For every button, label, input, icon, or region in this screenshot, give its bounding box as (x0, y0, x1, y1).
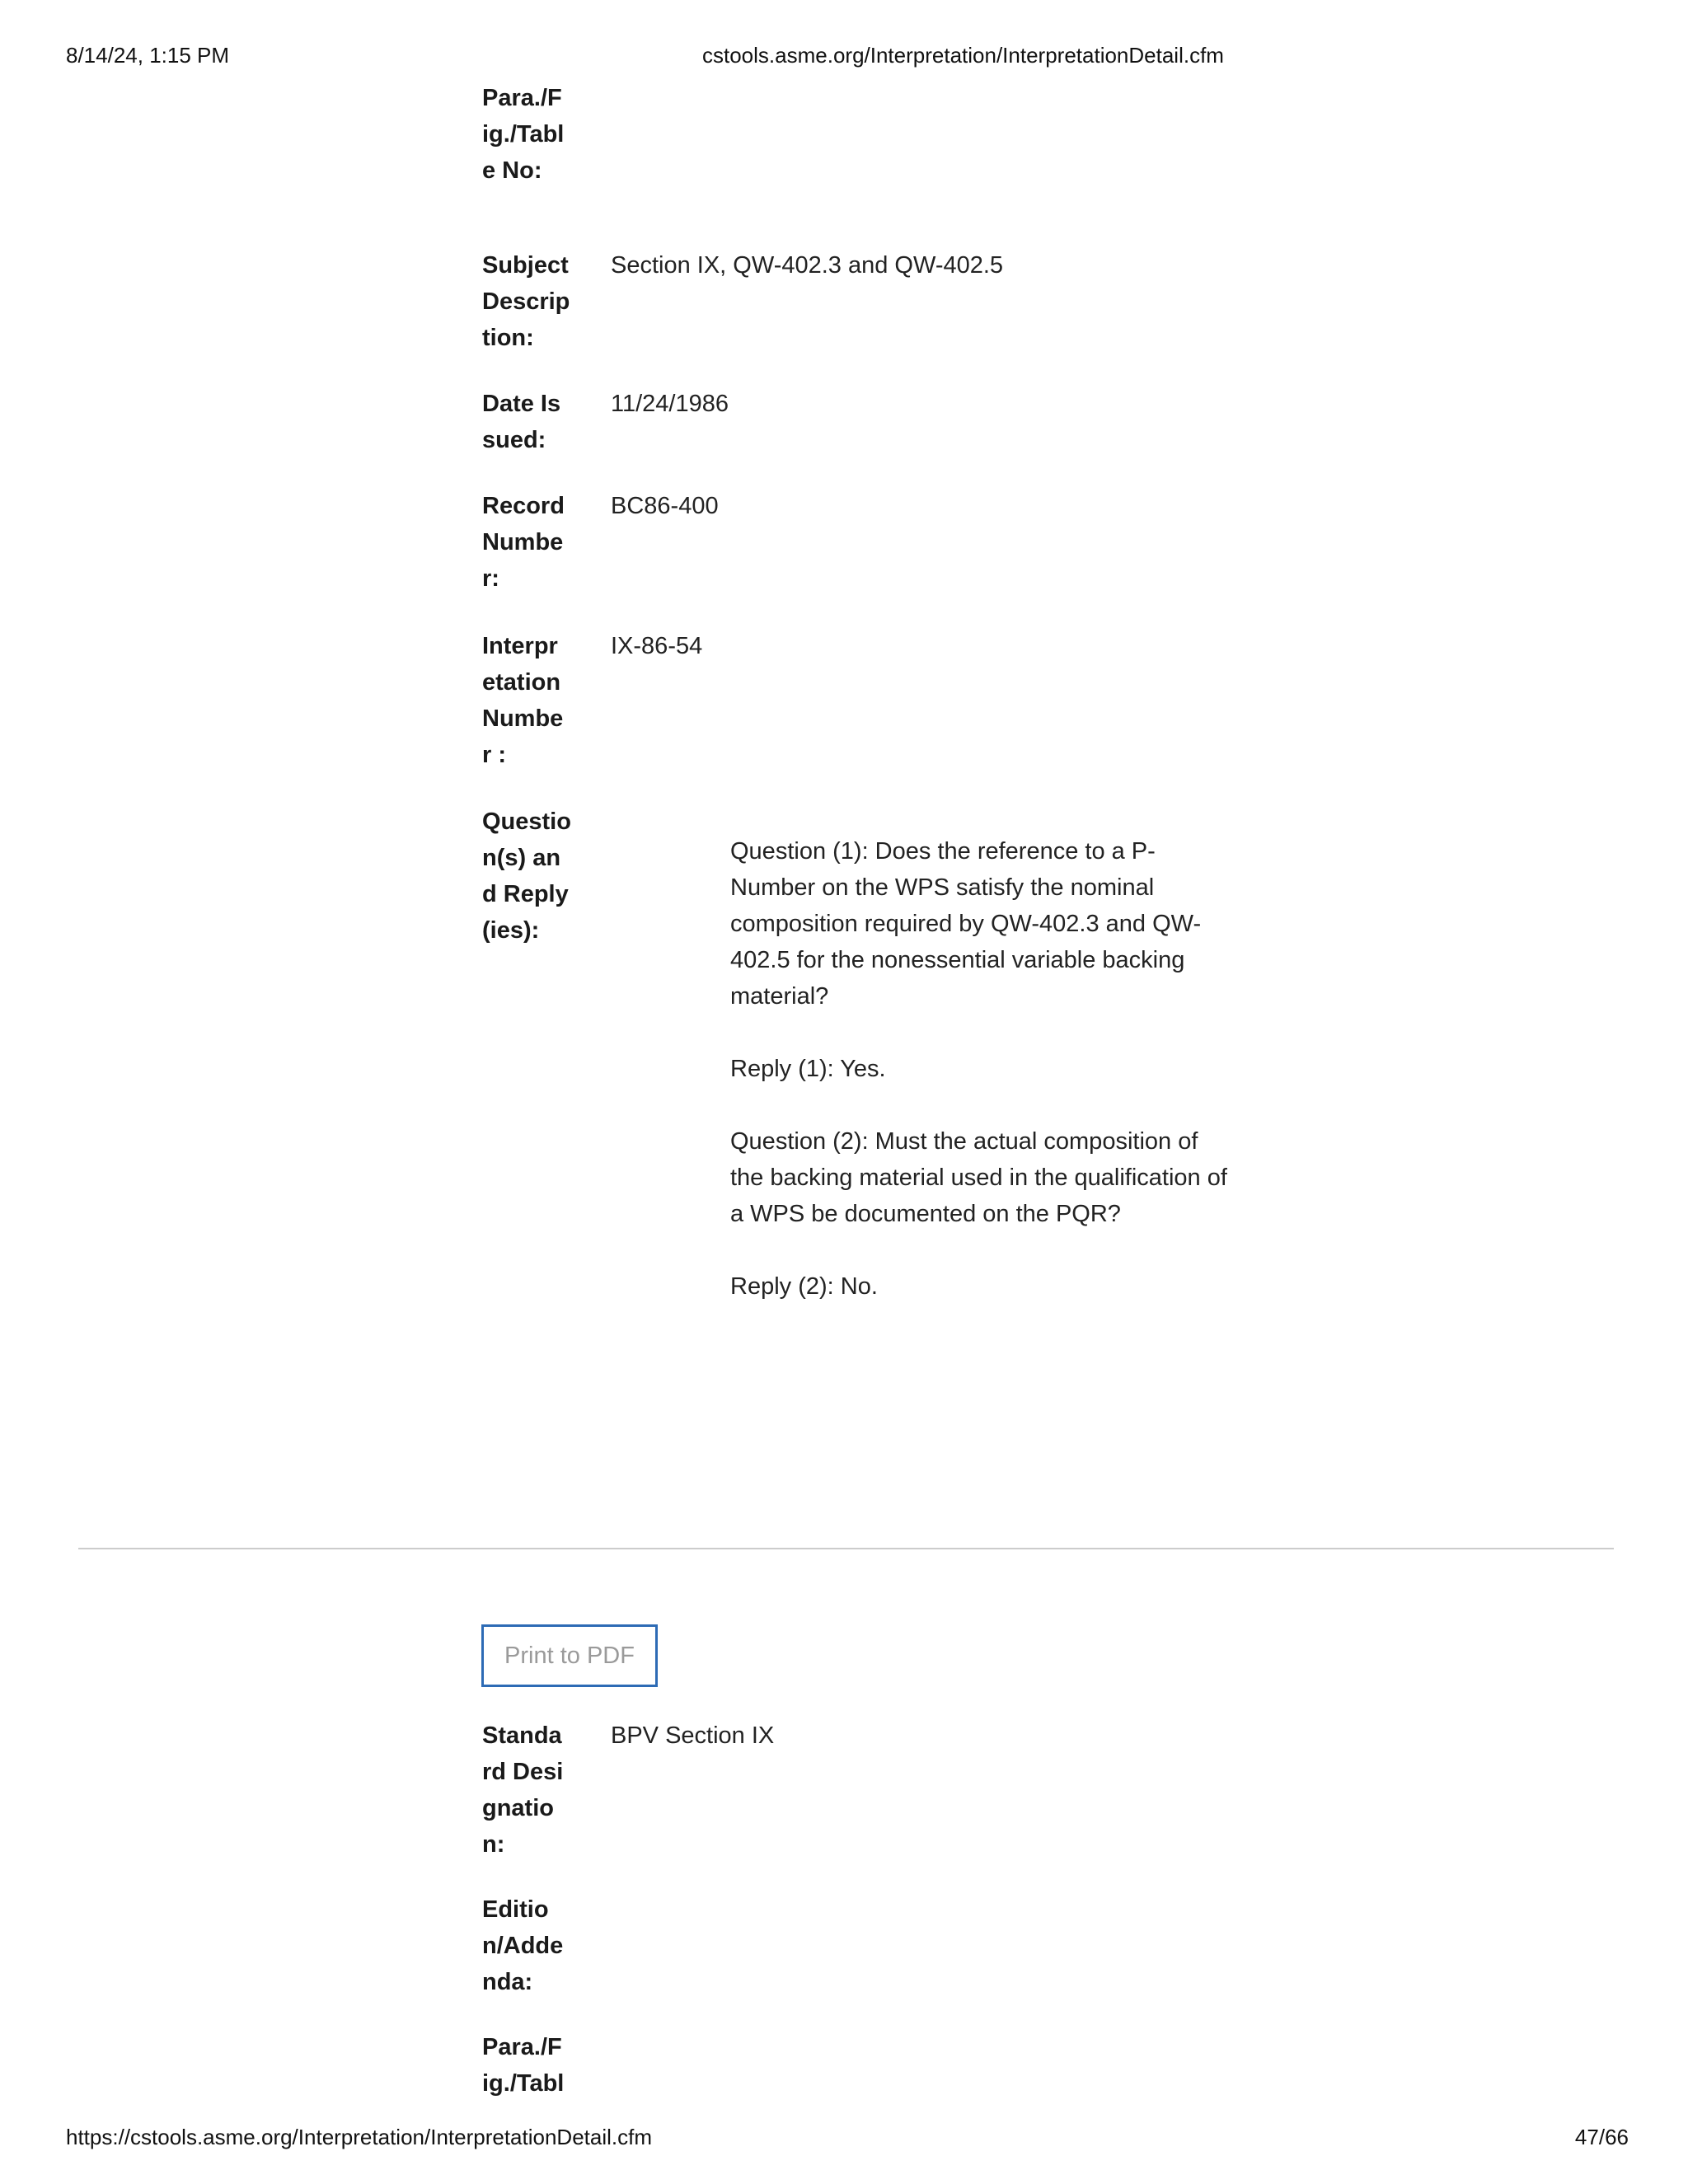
standard-designation-label: Standard Designation: (482, 1722, 564, 1858)
subject-description-label: Subject Description: (482, 252, 570, 351)
section-divider (78, 1548, 1614, 1549)
question-1: Question (1): Does the reference to a P-Number on the WPS satisfy the nominal composition required by QW-402.3 and QW-402.5 for the nonessential variable backing material? (730, 838, 1202, 1010)
reply-1: Reply (1): Yes. (730, 1056, 886, 1082)
date-issued-value: 11/24/1986 (611, 391, 729, 417)
para-fig-table-label-bottom: Para./Fig./Tabl (482, 2034, 565, 2097)
questions-replies-content (730, 833, 1233, 1341)
standard-designation-value: BPV Section IX (611, 1722, 775, 1749)
reply-2: Reply (2): No. (730, 1273, 878, 1300)
print-to-pdf-button[interactable]: Print to PDF (481, 1624, 658, 1687)
questions-replies-label: Question(s) and Reply(ies): (482, 808, 571, 944)
date-issued-label: Date Issued: (482, 391, 561, 453)
print-footer-url: https://cstools.asme.org/Interpretation/InterpretationDetail.cfm (66, 2125, 653, 2149)
question-2: Question (2): Must the actual composition of the backing material used in the qualification of a WPS be documented on the PQR? (730, 1128, 1227, 1227)
edition-addenda-label: Edition/Addenda: (482, 1896, 564, 1995)
interpretation-number-label: Interpretation Number : (482, 633, 564, 768)
print-header-datetime: 8/14/24, 1:15 PM (66, 43, 230, 68)
print-header-url: cstools.asme.org/Interpretation/InterpretationDetail.cfm (702, 43, 1224, 68)
record-number-label: Record Number: (482, 493, 565, 592)
record-number-value: BC86-400 (611, 493, 719, 519)
subject-description-value: Section IX, QW-402.3 and QW-402.5 (611, 252, 1004, 279)
print-footer-page-number: 47/66 (1574, 2125, 1629, 2149)
para-fig-table-label: Para./Fig./Table No: (482, 85, 565, 184)
interpretation-number-value: IX-86-54 (611, 633, 703, 659)
